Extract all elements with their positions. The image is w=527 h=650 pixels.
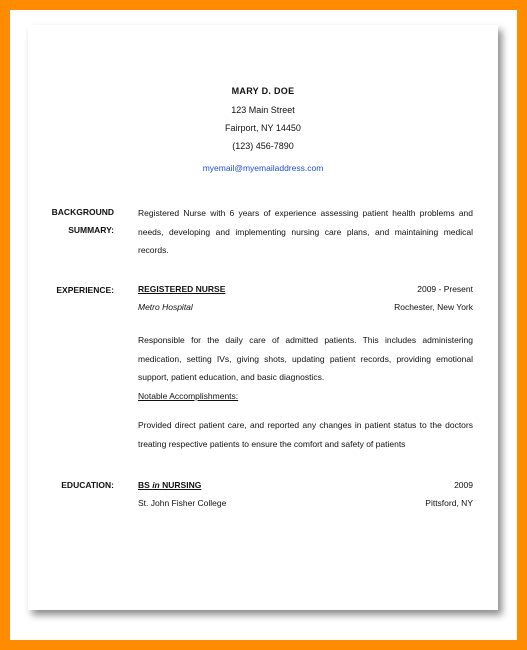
experience-title-row [138, 284, 473, 294]
phone-number: (123) 456-7890 [232, 141, 294, 151]
experience-label: EXPERIENCE: [56, 285, 114, 295]
job-dates: 2009 - Present [417, 284, 473, 294]
graduation-year: 2009 [454, 480, 473, 490]
employer-name: Metro Hospital [138, 302, 193, 312]
experience-employer-row [138, 302, 473, 312]
accomplishments-heading: Notable Accomplishments: [138, 391, 239, 401]
employer-location: Rochester, New York [394, 302, 473, 312]
school-name: St. John Fisher College [138, 498, 227, 508]
education-degree-row [138, 480, 473, 490]
email-link[interactable]: myemail@myemailaddress.com [202, 163, 324, 173]
background-summary-label [28, 203, 114, 239]
background-summary-text: Registered Nurse with 6 years of experience assessing patient health problems and needs, developing and implementing nursing care plans, and maintaining medical records. [138, 208, 473, 255]
job-title: REGISTERED NURSE [138, 284, 226, 294]
job-description: Responsible for the daily care of admitted patients. This includes administering medication, setting IVs, giving shots, updating patient records, providing emotional support, patient education, and basic diagnostics. [138, 335, 473, 382]
accomplishments-text: Provided direct patient care, and reported any changes in patient status to the doctors treating respective patients to ensure the comfort and safety of patients [138, 420, 473, 449]
street-address: 123 Main Street [231, 105, 295, 115]
school-location: Pittsford, NY [425, 498, 473, 508]
education-label: EDUCATION: [61, 480, 114, 490]
resume-page [28, 25, 498, 610]
city-state-zip: Fairport, NY 14450 [225, 123, 301, 133]
background-label-line1: BACKGROUND [51, 207, 114, 217]
background-label-line2: SUMMARY: [68, 225, 114, 235]
candidate-name: MARY D. DOE [231, 86, 295, 96]
education-school-row [138, 498, 473, 508]
degree-name: BS in NURSING [138, 480, 202, 490]
